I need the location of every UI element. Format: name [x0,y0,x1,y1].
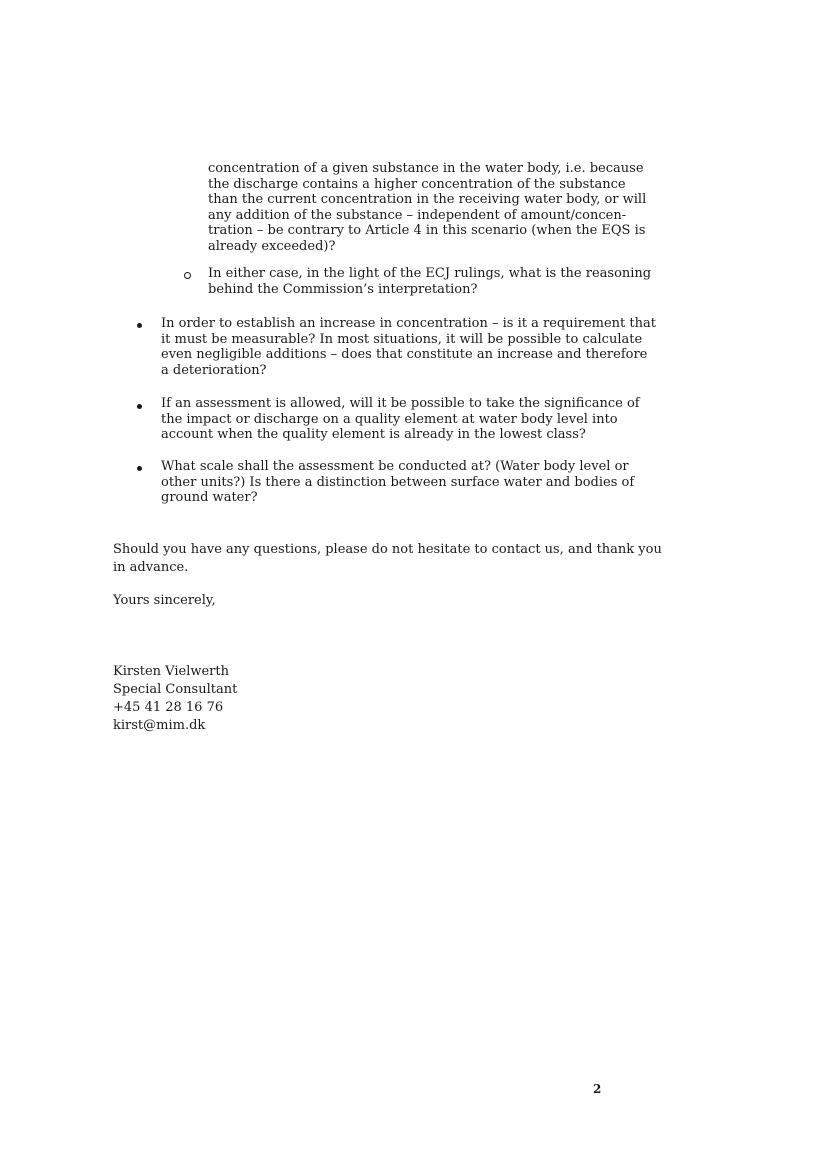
text-line: the impact or discharge on a quality element at water body level into [161,411,618,427]
bullet-text [161,396,640,443]
salutation: Yours sincerely, [113,593,216,608]
text-line: In order to establish an increase in concentration – is it a requirement that [161,316,656,331]
bullet-marker-icon [137,466,142,471]
sub-bullet-text [208,266,651,297]
bullet-text [161,459,634,506]
signature-name: Kirsten Vielwerth [113,664,229,679]
text-line: concentration of a given substance in the water body, i.e. because [208,161,644,176]
closing-paragraph [113,541,662,577]
text-line: other units?) Is there a distinction between surface water and bodies of [161,474,635,490]
text-line: behind the Commission’s interpretation? [208,281,478,297]
signature-phone: +45 41 28 16 76 [113,700,224,715]
text-line: already exceeded)? [208,238,336,254]
text-line: even negligible additions – does that constitute an increase and therefore [161,347,648,362]
text-line: in advance. [113,560,189,575]
text-line: ground water? [161,490,258,505]
text-line: Should you have any questions, please do not hesitate to contact us, and thank you [113,542,662,557]
text-line: tration – be contrary to Article 4 in this scenario (when the EQS is [208,223,646,238]
text-line: In either case, in the light of the ECJ rulings, what is the reasoning [208,266,652,281]
signature-title: Special Consultant [113,682,238,697]
text-line: any addition of the substance – independent of amount/concen- [208,207,627,223]
text-line: What scale shall the assessment be conducted at? (Water body level or [161,459,629,474]
text-line: a deterioration? [161,362,267,378]
text-line: than the current concentration in the receiving water body, or will [208,192,647,207]
sub-bullet-text [208,161,646,254]
bullet-marker-icon [137,323,142,328]
signature-email: kirst@mim.dk [113,718,206,733]
sub-bullet-marker-icon [184,272,191,279]
page-number: 2 [593,1082,602,1096]
text-line: account when the quality element is already in the lowest class? [161,427,586,442]
bullet-marker-icon [137,404,142,409]
text-line: the discharge contains a higher concentration of the substance [208,176,626,192]
text-line: If an assessment is allowed, will it be possible to take the significance of [161,396,640,411]
text-line: it must be measurable? In most situations, it will be possible to calculate [161,331,643,347]
signature-block [113,663,237,735]
bullet-text [161,316,656,378]
